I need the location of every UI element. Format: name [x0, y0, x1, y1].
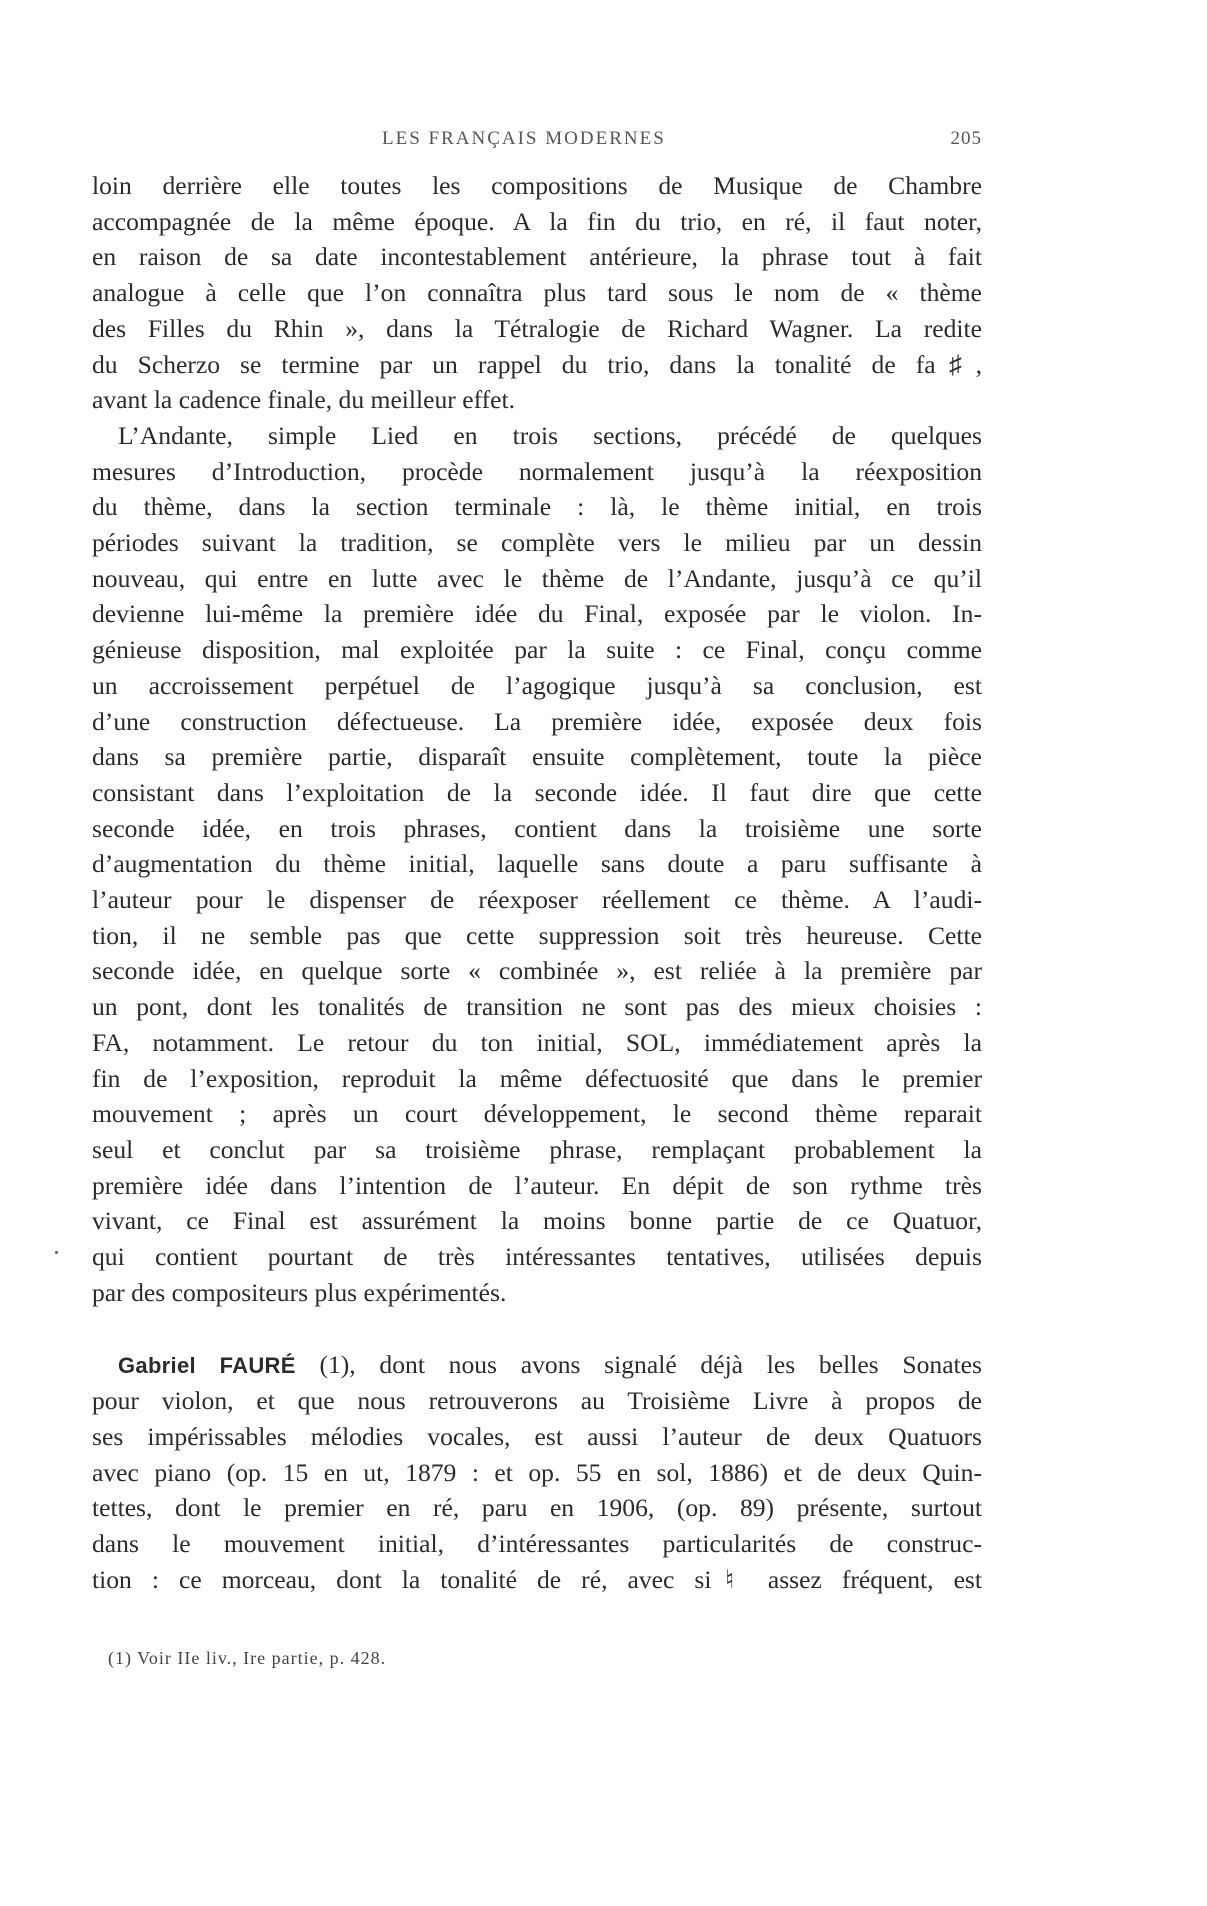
- text-line: tettes, dont le premier en ré, paru en 1906, (op. 89) présente, surtout: [92, 1493, 982, 1523]
- text-fragment: (1), dont nous avons signalé déjà les belles Sonates: [295, 1349, 982, 1379]
- composer-name: Gabriel FAURÉ: [118, 1352, 296, 1378]
- text-line: qui contient pourtant de très intéressantes tentatives, utilisées depuis: [92, 1242, 982, 1272]
- text-line: fin de l’exposition, reproduit la même défectuosité que dans le premier: [92, 1063, 982, 1093]
- text-line: du Scherzo se termine par un rappel du trio, dans la tonalité de fa♯,: [92, 349, 982, 379]
- text-line: analogue à celle que l’on connaîtra plus tard sous le nom de « thème: [92, 278, 982, 308]
- text-line: ses impérissables mélodies vocales, est aussi l’auteur de deux Quatuors: [92, 1421, 982, 1451]
- text-line: FA, notamment. Le retour du ton initial, SOL, immédiatement après la: [92, 1027, 982, 1057]
- paragraph-3: [92, 1347, 982, 1598]
- text-line: d’augmentation du thème initial, laquelle sans doute a paru suffisante à: [92, 849, 982, 879]
- text-line: seconde idée, en quelque sorte « combinée », est reliée à la première par: [92, 956, 982, 986]
- text-line: génieuse disposition, mal exploitée par la suite : ce Final, conçu comme: [92, 635, 982, 665]
- text-line: seconde idée, en trois phrases, contient dans la troisième une sorte: [92, 813, 982, 843]
- text-line: devienne lui-même la première idée du Final, exposée par le violon. In-: [92, 599, 982, 629]
- text-line: accompagnée de la même époque. A la fin du trio, en ré, il faut noter,: [92, 206, 982, 236]
- text-line: première idée dans l’intention de l’auteur. En dépit de son rythme très: [92, 1170, 982, 1200]
- text-line: consistant dans l’exploitation de la seconde idée. Il faut dire que cette: [92, 777, 982, 807]
- text-line: du thème, dans la section terminale : là, le thème initial, en trois: [92, 492, 982, 522]
- paragraph-gap: [92, 1311, 982, 1347]
- text-line: loin derrière elle toutes les compositions de Musique de Chambre: [92, 171, 982, 200]
- text-line: un accroissement perpétuel de l’agogique jusqu’à sa conclusion, est: [92, 670, 982, 700]
- footnote: (1) Voir IIe liv., Ire partie, p. 428.: [108, 1648, 387, 1668]
- text-line: pour violon, et que nous retrouverons au Troisième Livre à propos de: [92, 1386, 982, 1416]
- text-line: un pont, dont les tonalités de transition ne sont pas des mieux choisies :: [92, 992, 982, 1022]
- text-line: avant la cadence finale, du meilleur effet.: [92, 385, 516, 415]
- text-line: mouvement ; après un court développement, le second thème reparait: [92, 1099, 982, 1129]
- text-line: par des compositeurs plus expérimentés.: [92, 1277, 507, 1307]
- text-line: vivant, ce Final est assurément la moins bonne partie de ce Quatuor,: [92, 1206, 982, 1236]
- body-text: [92, 168, 982, 1597]
- text-line: avec piano (op. 15 en ut, 1879 : et op. 55 en sol, 1886) et de deux Quin-: [92, 1457, 982, 1487]
- text-line: en raison de sa date incontestablement antérieure, la phrase tout à fait: [92, 242, 982, 272]
- text-line: L’Andante, simple Lied en trois sections, précédé de quelques: [118, 420, 982, 450]
- text-line: nouveau, qui entre en lutte avec le thème de l’Andante, jusqu’à ce qu’il: [92, 563, 982, 593]
- text-line: des Filles du Rhin », dans la Tétralogie de Richard Wagner. La redite: [92, 313, 982, 343]
- text-line: [92, 1347, 982, 1384]
- page-number: 205: [950, 128, 982, 149]
- text-line: seul et conclut par sa troisième phrase, remplaçant probablement la: [92, 1134, 982, 1164]
- running-title: LES FRANÇAIS MODERNES: [382, 128, 666, 149]
- text-line: dans le mouvement initial, d’intéressantes particularités de construc-: [92, 1529, 982, 1559]
- text-line: mesures d’Introduction, procède normalement jusqu’à la réexposition: [92, 456, 982, 486]
- text-line: tion, il ne semble pas que cette suppression soit très heureuse. Cette: [92, 920, 982, 950]
- margin-mark: [55, 1251, 58, 1254]
- paragraph-2: [92, 418, 982, 1311]
- text-line: dans sa première partie, disparaît ensuite complètement, toute la pièce: [92, 742, 982, 772]
- text-line: d’une construction défectueuse. La première idée, exposée deux fois: [92, 706, 982, 736]
- paragraph-1: [92, 168, 982, 418]
- text-line: tion : ce morceau, dont la tonalité de ré, avec si♮ assez fréquent, est: [92, 1564, 982, 1594]
- text-line: périodes suivant la tradition, se complète vers le milieu par un dessin: [92, 528, 982, 558]
- text-line: l’auteur pour le dispenser de réexposer réellement ce thème. A l’audi-: [92, 885, 982, 915]
